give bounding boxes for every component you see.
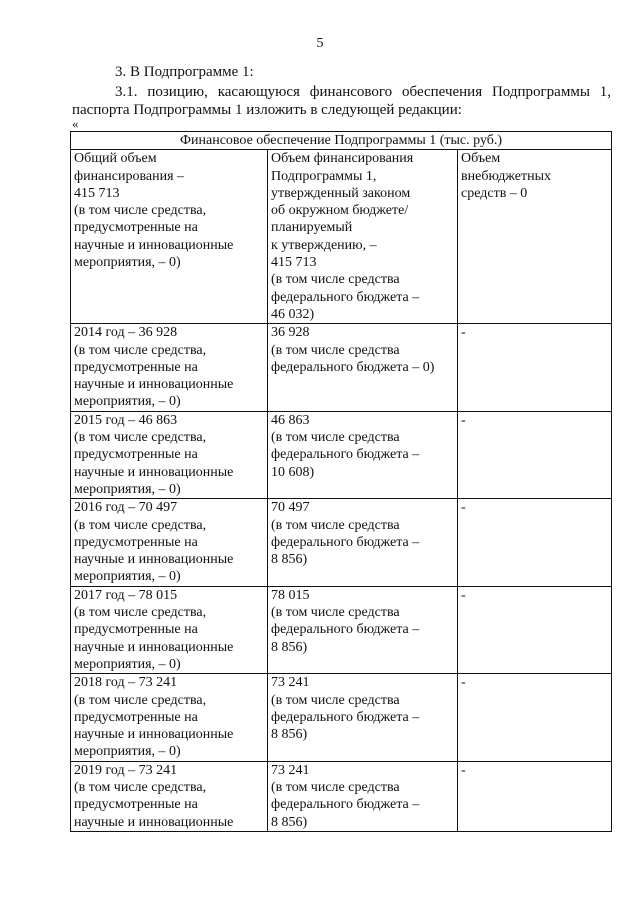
table-caption-row bbox=[71, 132, 612, 150]
header-total-funding: Общий объем финансирования – 415 713 (в том числе средства, предусмотренные на научные и инновационные мероприятия, – 0) bbox=[71, 150, 268, 324]
subprogram-cell: 36 928 (в том числе средства федерального бюджета – 0) bbox=[268, 324, 458, 411]
year-total-cell: 2015 год – 46 863 (в том числе средства, предусмотренные на научные и инновационные мероприятия, – 0) bbox=[71, 411, 268, 498]
subprogram-cell: 46 863 (в том числе средства федерального бюджета – 10 608) bbox=[268, 411, 458, 498]
page-number: 5 bbox=[316, 36, 324, 51]
extrabudgetary-cell: - bbox=[458, 586, 612, 673]
subprogram-cell: 70 497 (в том числе средства федерального бюджета – 8 856) bbox=[268, 499, 458, 586]
header-extrabudgetary-funds: Объем внебюджетных средств – 0 bbox=[458, 150, 612, 324]
paragraph-line-2: паспорта Подпрограммы 1 изложить в следующей редакции: bbox=[72, 102, 462, 118]
table-row bbox=[71, 586, 612, 673]
subprogram-cell: 73 241 (в том числе средства федерального бюджета – 8 856) bbox=[268, 674, 458, 761]
table-row bbox=[71, 411, 612, 498]
extrabudgetary-cell: - bbox=[458, 761, 612, 831]
extrabudgetary-cell: - bbox=[458, 411, 612, 498]
year-total-cell: 2018 год – 73 241 (в том числе средства, предусмотренные на научные и инновационные мероприятия, – 0) bbox=[71, 674, 268, 761]
year-total-cell: 2017 год – 78 015 (в том числе средства, предусмотренные на научные и инновационные мероприятия, – 0) bbox=[71, 586, 268, 673]
year-total-cell: 2016 год – 70 497 (в том числе средства, предусмотренные на научные и инновационные мероприятия, – 0) bbox=[71, 499, 268, 586]
opening-quote: « bbox=[72, 116, 79, 131]
paragraph-line-1: 3.1. позицию, касающуюся финансового обеспечения Подпрограммы 1, bbox=[115, 84, 611, 100]
subprogram-cell: 73 241 (в том числе средства федерального бюджета – 8 856) bbox=[268, 761, 458, 831]
table-row bbox=[71, 674, 612, 761]
table-header-row bbox=[71, 150, 612, 324]
extrabudgetary-cell: - bbox=[458, 499, 612, 586]
year-total-cell: 2014 год – 36 928 (в том числе средства, предусмотренные на научные и инновационные мероприятия, – 0) bbox=[71, 324, 268, 411]
financing-table bbox=[70, 131, 612, 832]
table-row bbox=[71, 324, 612, 411]
header-subprogram-funding: Объем финансирования Подпрограммы 1, утвержденный законом об окружном бюджете/ планируемый к утверждению, – 415 713 (в том числе средства федерального бюджета – 46 032) bbox=[268, 150, 458, 324]
table-caption: Финансовое обеспечение Подпрограммы 1 (тыс. руб.) bbox=[71, 132, 612, 150]
year-total-cell: 2019 год – 73 241 (в том числе средства, предусмотренные на научные и инновационные bbox=[71, 761, 268, 831]
table-row bbox=[71, 499, 612, 586]
section-heading: 3. В Подпрограмме 1: bbox=[115, 64, 254, 80]
subprogram-cell: 78 015 (в том числе средства федерального бюджета – 8 856) bbox=[268, 586, 458, 673]
extrabudgetary-cell: - bbox=[458, 674, 612, 761]
table-row bbox=[71, 761, 612, 831]
extrabudgetary-cell: - bbox=[458, 324, 612, 411]
